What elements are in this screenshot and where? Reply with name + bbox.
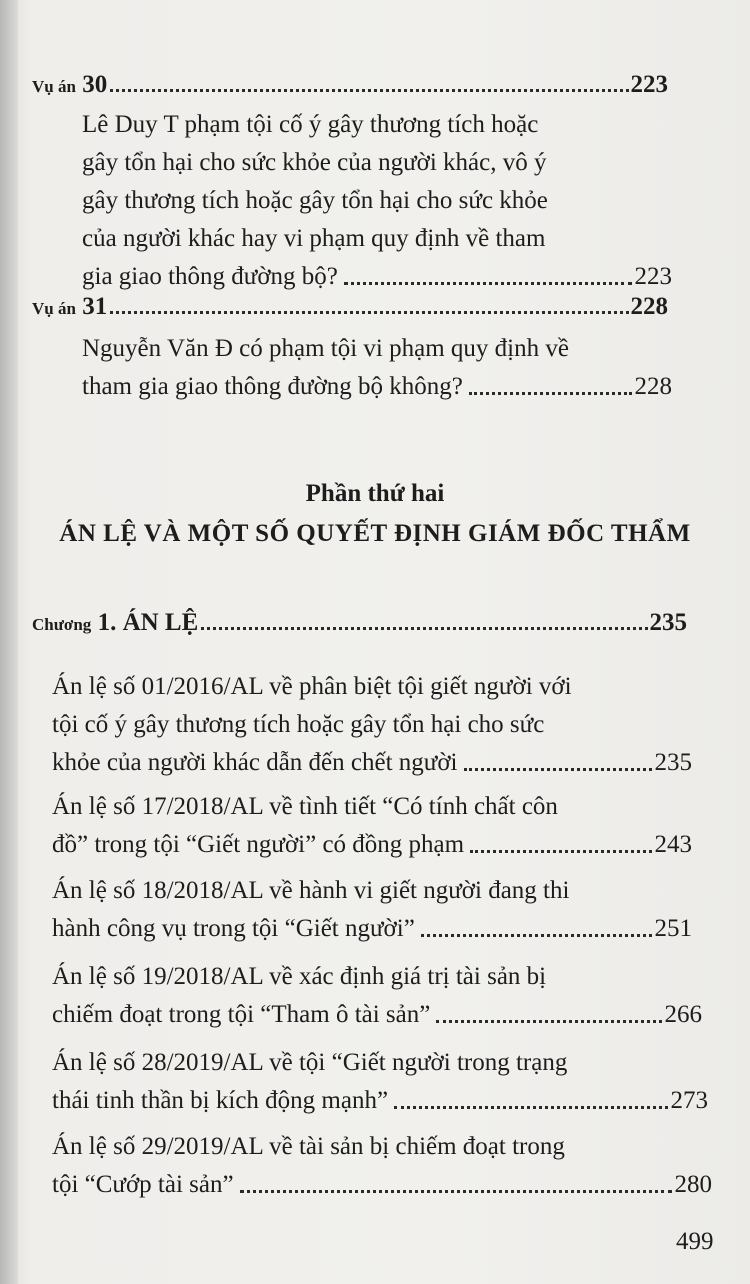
toc-entry-precedent — [52, 788, 692, 864]
text-line: Nguyễn Văn Đ có phạm tội vi phạm quy định về — [82, 335, 569, 362]
dot-leader — [464, 768, 652, 771]
text-line: Án lệ số 18/2018/AL về hành vi giết người đang thi — [52, 877, 570, 904]
part-subtitle: ÁN LỆ VÀ MỘT SỐ QUYẾT ĐỊNH GIÁM ĐỐC THẨM — [59, 520, 691, 547]
dot-leader — [240, 1190, 672, 1193]
part-title: Phần thứ hai — [305, 480, 445, 507]
toc-entry-precedent — [52, 1044, 708, 1120]
dot-leader — [436, 1020, 661, 1023]
text-line: gây tổn hại cho sức khỏe của người khác, vô ý — [82, 149, 547, 176]
toc-entry-case-30-description — [82, 106, 672, 296]
page-edge — [0, 0, 18, 1284]
dot-leader — [394, 1106, 667, 1109]
text-line: Án lệ số 01/2016/AL về phân biệt tội giết người với — [52, 673, 572, 700]
text-line: thái tinh thần bị kích động mạnh” — [52, 1087, 389, 1114]
dot-leader — [110, 89, 628, 92]
page-number: 235 — [649, 609, 687, 636]
text-line: Án lệ số 28/2019/AL về tội “Giết người trong trạng — [52, 1049, 568, 1076]
text-line: gia giao thông đường bộ? — [82, 263, 338, 290]
page-number: 251 — [654, 915, 692, 942]
page-number: 273 — [670, 1087, 708, 1114]
text-line: tội cố ý gây thương tích hoặc gây tổn hại cho sức — [52, 711, 545, 738]
page-number: 235 — [654, 749, 692, 776]
page-number: 228 — [630, 293, 668, 320]
page-number: 223 — [630, 71, 668, 98]
toc-entry-case-30: Vụ án 30 223 — [32, 71, 668, 98]
page-number: 228 — [634, 373, 672, 400]
text-line: khỏe của người khác dẫn đến chết người — [52, 749, 458, 776]
text-line: hành công vụ trong tội “Giết người” — [52, 915, 415, 942]
page-number: 243 — [654, 831, 692, 858]
page-folio: 499 — [676, 1228, 714, 1255]
text-line: Án lệ số 17/2018/AL về tình tiết “Có tính chất côn — [52, 793, 558, 820]
toc-entry-precedent — [52, 668, 692, 782]
dot-leader — [110, 311, 628, 314]
text-line: Lê Duy T phạm tội cố ý gây thương tích hoặc — [82, 111, 539, 138]
toc-entry-case-31: Vụ án 31 228 — [32, 293, 668, 320]
dot-leader — [421, 934, 652, 937]
text-line: Án lệ số 29/2019/AL về tài sản bị chiếm đoạt trong — [52, 1133, 565, 1160]
toc-entry-precedent — [52, 958, 702, 1034]
toc-entry-case-31-description — [82, 330, 672, 406]
text-line: gây thương tích hoặc gây tổn hại cho sức khỏe — [82, 187, 548, 214]
toc-entry-chapter-1: Chương 1. ÁN LỆ 235 — [32, 609, 687, 636]
text-line: chiếm đoạt trong tội “Tham ô tài sản” — [52, 1001, 431, 1028]
text-line: của người khác hay vi phạm quy định về tham — [82, 225, 546, 252]
page-number: 280 — [674, 1171, 712, 1198]
toc-entry-precedent — [52, 872, 692, 948]
page-number: 266 — [664, 1001, 702, 1028]
dot-leader — [201, 627, 647, 630]
dot-leader — [470, 850, 651, 853]
text-line: tội “Cướp tài sản” — [52, 1171, 234, 1198]
toc-entry-precedent — [52, 1128, 712, 1204]
dot-leader — [344, 282, 632, 285]
page-number: 223 — [634, 263, 672, 290]
text-line: tham gia giao thông đường bộ không? — [82, 373, 463, 400]
text-line: đồ” trong tội “Giết người” có đồng phạm — [52, 831, 465, 858]
dot-leader — [469, 392, 632, 395]
text-line: Án lệ số 19/2018/AL về xác định giá trị tài sản bị — [52, 963, 547, 990]
